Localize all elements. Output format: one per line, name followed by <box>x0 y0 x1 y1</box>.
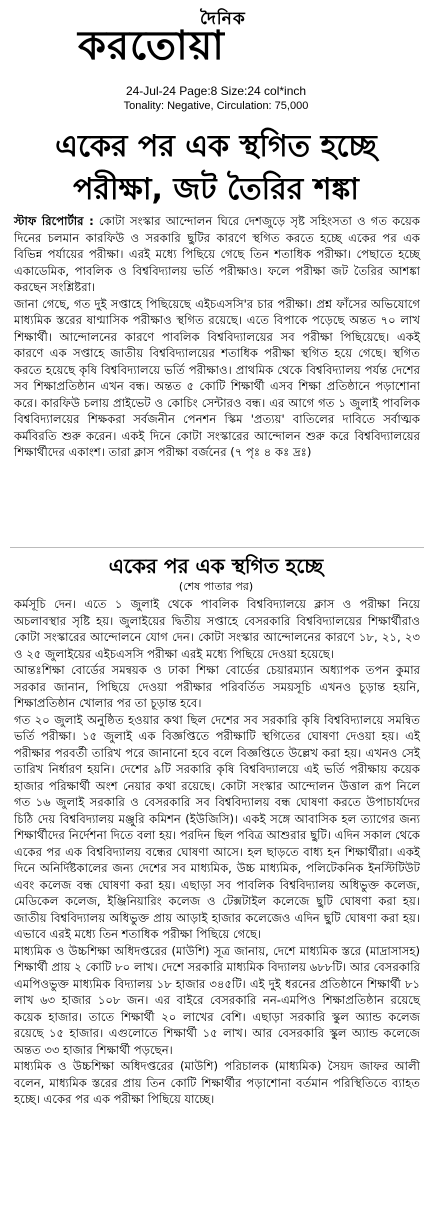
continuation-headline: একের পর এক স্থগিত হচ্ছে <box>108 554 324 578</box>
story-paragraph-1 <box>14 213 420 296</box>
story-paragraph-2-text: জানা গেছে, গত দুই সপ্তাহে পিছিয়েছে এইচএসসি'র চার পরীক্ষা। প্রশ্ন ফাঁসের অভিযোগে মাধ্যমিক স্তরের ষাণ্মাসিক পরীক্ষাও স্থগিত রয়েছে। এতে বিপাকে পড়েছে অন্তত ৭০ লাখ শিক্ষার্থী। আন্দোলনের কারণে পাবলিক বিশ্ববিদ্যালয়ের সব পরীক্ষা পিছিয়েছে। একই কারণে এক সপ্তাহে জাতীয় বিশ্ববিদ্যালয়ের শতাধিক পরীক্ষা স্থগিত হয়ে গেছে। স্থগিত করতে হয়েছে কৃষি বিশ্ববিদ্যালয়ে ভর্তি পরীক্ষাও। প্রাথমিক থেকে বিশ্ববিদ্যালয় পর্যন্ত দেশের সব শিক্ষাপ্রতিষ্ঠান এখন বন্ধ। অন্তত ৫ কোটি শিক্ষার্থী এসব শিক্ষা প্রতিষ্ঠানে পড়াশোনা করে। কারফিউ চলায় প্রাইভেট ও কোচিং সেন্টারও বন্ধ। এর আগে গত ১ জুলাই পাবলিক বিশ্ববিদ্যালয়ের শিক্ষকরা সর্বজনীন পেনশন স্কিম 'প্রত্যয়' বাতিলের দাবিতে সর্বাত্মক কর্মবিরতি শুরু করেন। একই দিনে কোটা সংস্কারের আন্দোলন শুরু করে বিশ্ববিদ্যালয়ের শিক্ষার্থীদের একাংশ। তারা ক্লাস পরীক্ষা বর্জনের <box>14 296 420 459</box>
headline-line-2: পরীক্ষা, জট তৈরির শঙ্কা <box>73 172 359 207</box>
continuation-paragraph-5: মাধ্যমিক ও উচ্চশিক্ষা অধিদপ্তরের (মাউশি) পরিচালক (মাধ্যমিক) সৈয়দ জাফর আলী বলেন, মাধ্যমিক স্তরের প্রায় তিন কোটি শিক্ষার্থীর পড়াশোনা বর্তমান পরিস্থিতিতে ব্যাহত হচ্ছে। একের পর এক পরীক্ষা পিছিয়ে যাচ্ছে। <box>14 1059 420 1106</box>
headline-line-1: একের পর এক স্থগিত হচ্ছে <box>55 129 377 164</box>
story-paragraph-1-text: কোটা সংস্কার আন্দোলন ঘিরে দেশজুড়ে সৃষ্ট সহিংসতা ও গত কয়েক দিনের চলমান কারফিউ ও সরকারি ছুটির কারণে স্থগিত করতে হচ্ছে একের পর এক বিভিন্ন পর্যায়ের পরীক্ষা। এরই মধ্যে পিছিয়ে গেছে তিন শতাধিক পরীক্ষা। পেছাতে হচ্ছে একাডেমিক, পাবলিক ও বিশ্ববিদ্যালয় ভর্তি পরীক্ষাও। ফলে পরীক্ষা জট তৈরির আশঙ্কা করছেন সংশ্লিষ্টরা। <box>14 214 420 294</box>
continuation-paragraph-2: আন্তঃশিক্ষা বোর্ডের সমন্বয়ক ও ঢাকা শিক্ষা বোর্ডের চেয়ারম্যান অধ্যাপক তপন কুমার সরকার জানান, পিছিয়ে দেওয়া পরীক্ষার পরিবর্তিত সময়সূচি এখনও চূড়ান্ত হয়নি, শিক্ষাপ্রতিষ্ঠান খোলার পর তা চূড়ান্ত হবে। <box>14 663 420 710</box>
continuation-body <box>14 596 420 1108</box>
story-paragraph-2 <box>14 296 420 461</box>
byline: স্টাফ রিপোর্টার : <box>14 214 94 228</box>
continuation-subhead: (শেষ পাতার পর) <box>178 580 254 593</box>
masthead-daily-label: দৈনিক <box>200 9 246 29</box>
clipping-metadata-date-page: 24-Jul-24 Page:8 Size:24 col*inch <box>125 84 307 98</box>
continuation-paragraph-3: গত ২০ জুলাই অনুষ্ঠিত হওয়ার কথা ছিল দেশের সব সরকারি কৃষি বিশ্ববিদ্যালয়ে সমন্বিত ভর্তি পরীক্ষা। ১৫ জুলাই এক বিজ্ঞপ্তিতে পরীক্ষাটি স্থগিতের ঘোষণা দেওয়া হয়। এই পরীক্ষার পরবর্তী তারিখ পরে জানানো হবে বলে বিজ্ঞপ্তিতে উল্লেখ করা হয়। এখনও সেই তারিখ নির্ধারণ হয়নি। দেশের ৯টি সরকারি কৃষি বিশ্ববিদ্যালয়ে এই ভর্তি পরীক্ষায় কয়েক হাজার পরিক্ষার্থী অংশ নেয়ার কথা রয়েছে। কোটা সংস্কার আন্দোলন উত্তাল রূপ নিলে গত ১৬ জুলাই সরকারি ও বেসরকারি সব বিশ্ববিদ্যালয় বন্ধ ঘোষণা করতে উপাচার্যদের চিঠি দেয় বিশ্ববিদ্যালয় মঞ্জুরি কমিশন (ইউজিসি)। একই সঙ্গে আবাসিক হল ত্যাগের জন্য শিক্ষার্থীদের নির্দেশনা দিতে বলা হয়। পরদিন ছিল পবিত্র আশুরার ছুটি। এদিন সকাল থেকে একের পর এক বিশ্ববিদ্যালয় বন্ধের ঘোষণা আসে। হল ছাড়তে বাধ্য হন শিক্ষার্থীরা। একই দিনে অনির্দিষ্টকালের জন্য দেশের সব মাধ্যমিক, উচ্চ মাধ্যমিক, পলিটেকনিক ইনস্টিটিউট এবং কলেজ বন্ধ ঘোষণা করা হয়। এছাড়া সব পাবলিক বিশ্ববিদ্যালয় অধিভুক্ত কলেজ, মেডিকেল কলেজ, ইঞ্জিনিয়ারিং কলেজ ও টেক্সটাইল কলেজে ছুটি ঘোষণা করা হয়। জাতীয় বিশ্ববিদ্যালয় অধিভুক্ত প্রায় আড়াই হাজার কলেজেও এদিন ছুটি ঘোষণা করা হয়। এভাবে এরই মধ্যে তিন শতাধিক পরীক্ষা পিছিয়ে গেছে। <box>14 712 420 941</box>
continuation-paragraph-1: কর্মসূচি দেন। এতে ১ জুলাই থেকে পাবলিক বিশ্ববিদ্যালয়ে ক্লাস ও পরীক্ষা নিয়ে অচলাবস্থার সৃষ্টি হয়। জুলাইয়ের দ্বিতীয় সপ্তাহে বেসরকারি বিশ্ববিদ্যালয়ের শিক্ষার্থীরাও কোটা সংস্কারের আন্দোলনে যোগ দেন। কোটা সংস্কার আন্দোলনের কারণে ১৮, ২১, ২৩ ও ২৫ জুলাইয়ের এইচএসসি পরীক্ষা এরই মধ্যে পিছিয়ে দেওয়া হয়েছে। <box>14 597 420 661</box>
clipping-metadata-tonality: Tonality: Negative, Circulation: 75,000 <box>123 100 309 112</box>
newspaper-masthead <box>0 0 432 78</box>
continuation-paragraph-4: মাধ্যমিক ও উচ্চশিক্ষা অধিদপ্তরের (মাউশি) সূত্র জানায়, দেশে মাধ্যমিক স্তরে (মাদ্রাসাসহ) শিক্ষার্থী প্রায় ২ কোটি ৮০ লাখ। দেশে সরকারি মাধ্যমিক বিদ্যালয় ৬৮৮টি। আর বেসরকারি এমপিওভুক্ত মাধ্যমিক বিদ্যালয় ১৮ হাজার ৩৪৫টি। এই দুই ধরনের প্রতিষ্ঠানে শিক্ষার্থী ৮১ লাখ ৬৩ হাজার ১০৮ জন। এর বাইরে বেসরকারি নন-এমপিও শিক্ষাপ্রতিষ্ঠান রয়েছে কয়েক হাজার। তাতে শিক্ষার্থী ২০ লাখের বেশি। এছাড়া সরকারি স্কুল অ্যান্ড কলেজ রয়েছে ১৫ হাজার। এগুলোতে শিক্ষার্থী ১৫ লাখ। আর বেসরকারি স্কুল অ্যান্ড কলেজে অন্তত ৩৩ হাজার শিক্ষার্থী পড়ছেন। <box>14 943 420 1057</box>
story-body <box>14 213 420 461</box>
section-divider <box>10 547 424 548</box>
masthead-newspaper-name: করতোয়া <box>78 23 225 69</box>
continued-marker: (৭ পৃঃ ৪ কঃ দ্রঃ) <box>230 445 312 459</box>
main-headline <box>10 125 422 211</box>
